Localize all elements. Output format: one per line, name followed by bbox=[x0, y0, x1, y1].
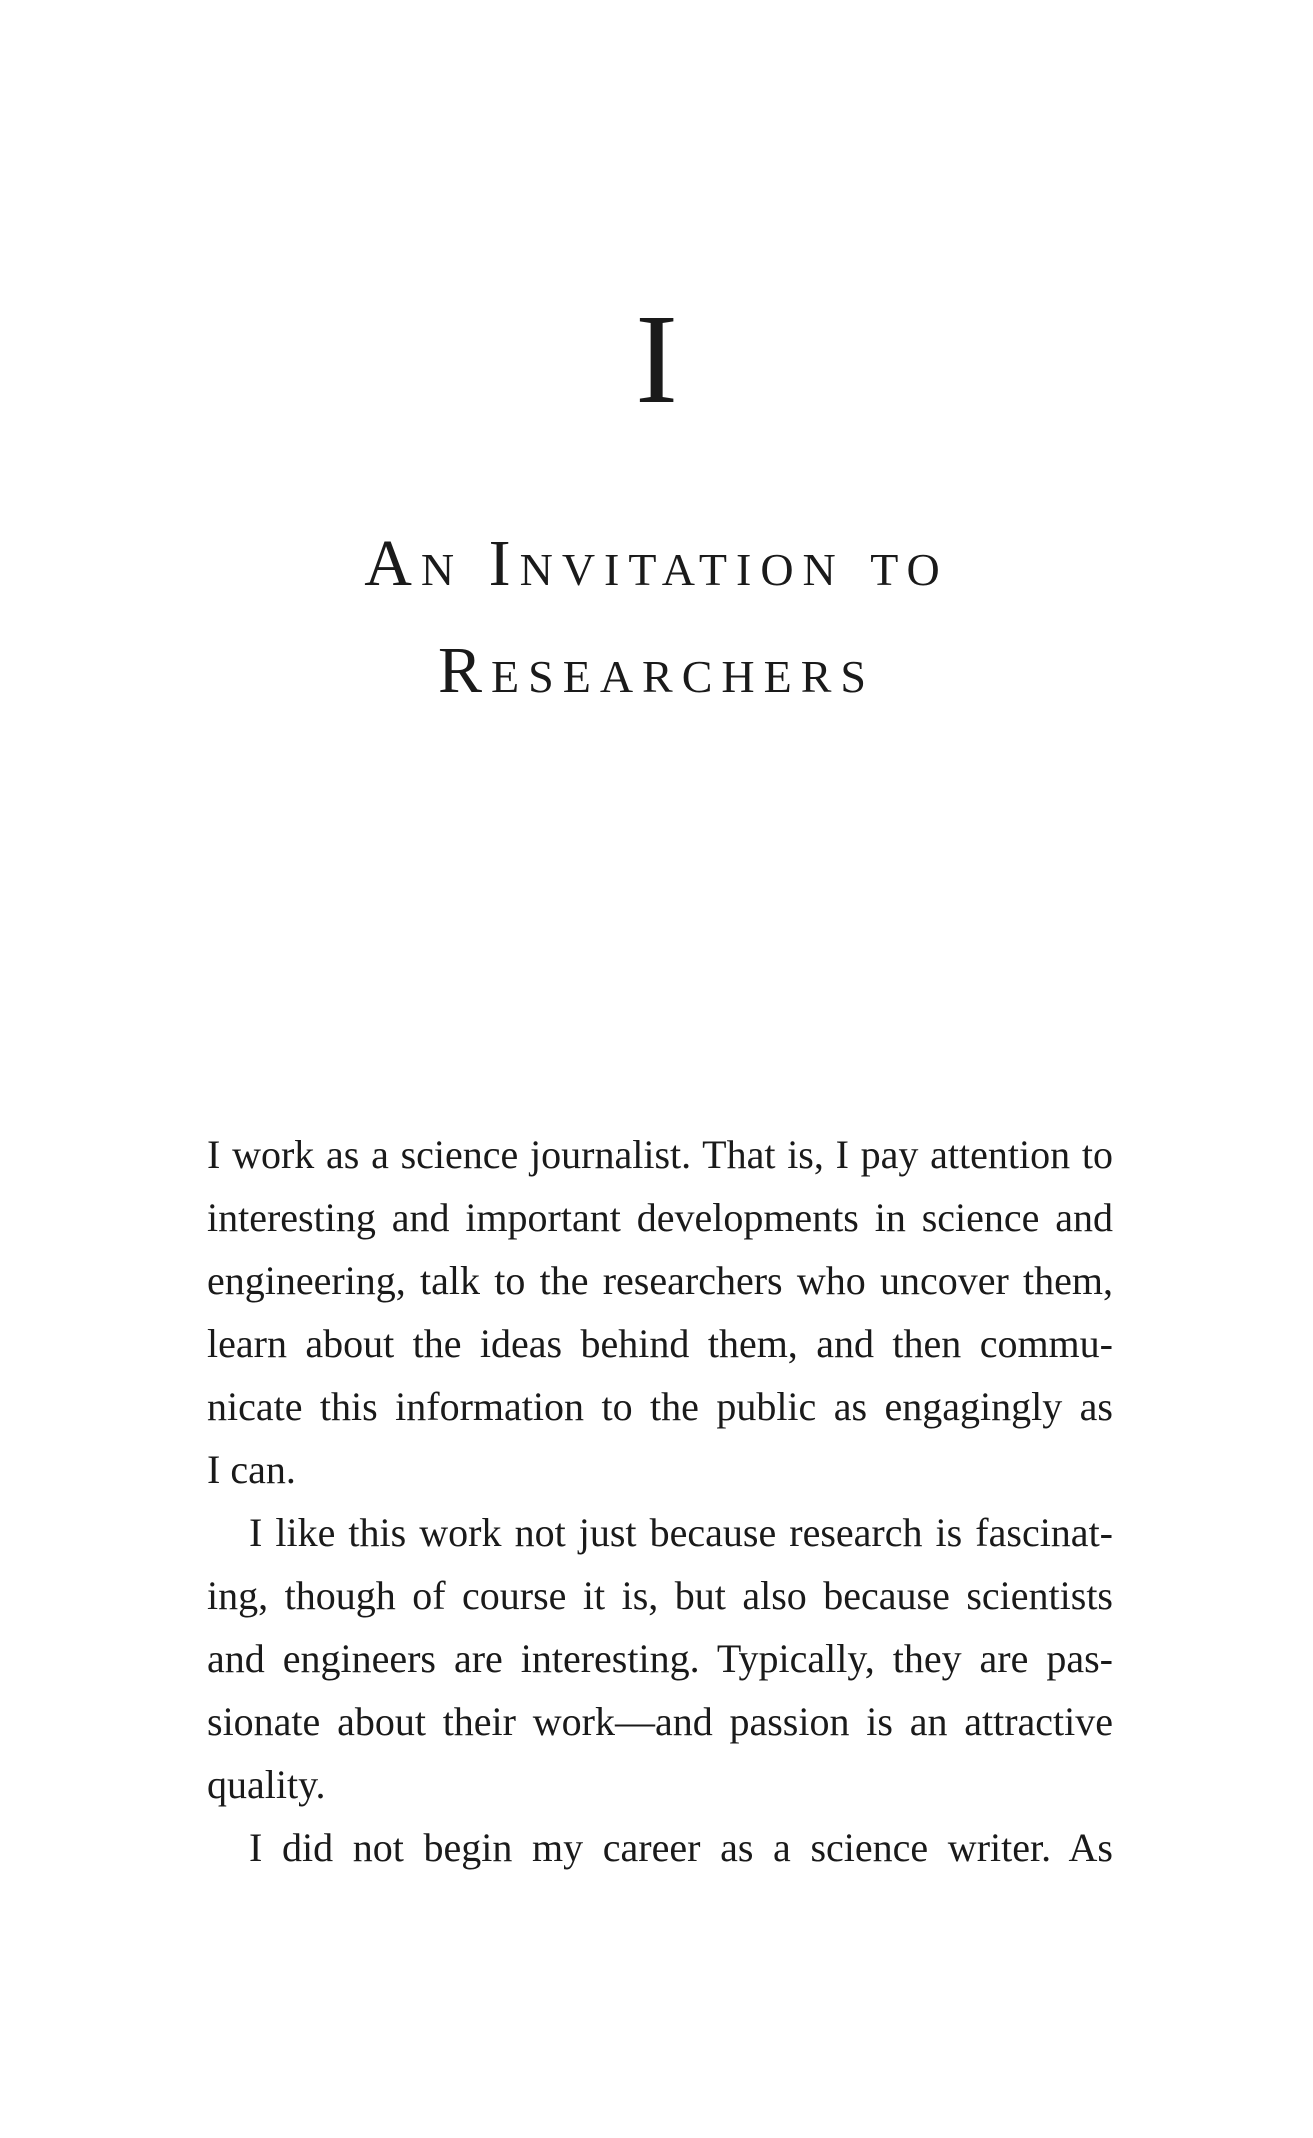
text-line: I work as a science journalist. That is, I pay attention to bbox=[207, 1132, 1113, 1177]
text-line: interesting and important developments in science and bbox=[207, 1195, 1113, 1240]
text-line: nicate this information to the public as engagingly as bbox=[207, 1384, 1113, 1429]
chapter-number: I bbox=[635, 288, 678, 430]
text-line: I like this work not just because research is fascinat- bbox=[249, 1510, 1113, 1555]
text-line: quality. bbox=[207, 1762, 326, 1807]
text-line: ing, though of course it is, but also because scientists bbox=[207, 1573, 1113, 1618]
text-line: I can. bbox=[207, 1447, 296, 1492]
body-text bbox=[207, 1123, 1113, 1879]
text-line: learn about the ideas behind them, and then commu- bbox=[207, 1321, 1113, 1366]
text-line: sionate about their work—and passion is an attractive bbox=[207, 1699, 1113, 1744]
chapter-title bbox=[0, 510, 1313, 724]
text-line: and engineers are interesting. Typically, they are pas- bbox=[207, 1636, 1113, 1681]
chapter-title-line: An Invitation to bbox=[364, 527, 949, 600]
chapter-title-line: Researchers bbox=[438, 634, 875, 707]
text-line: I did not begin my career as a science writer. As bbox=[249, 1825, 1113, 1870]
text-line: engineering, talk to the researchers who uncover them, bbox=[207, 1258, 1113, 1303]
